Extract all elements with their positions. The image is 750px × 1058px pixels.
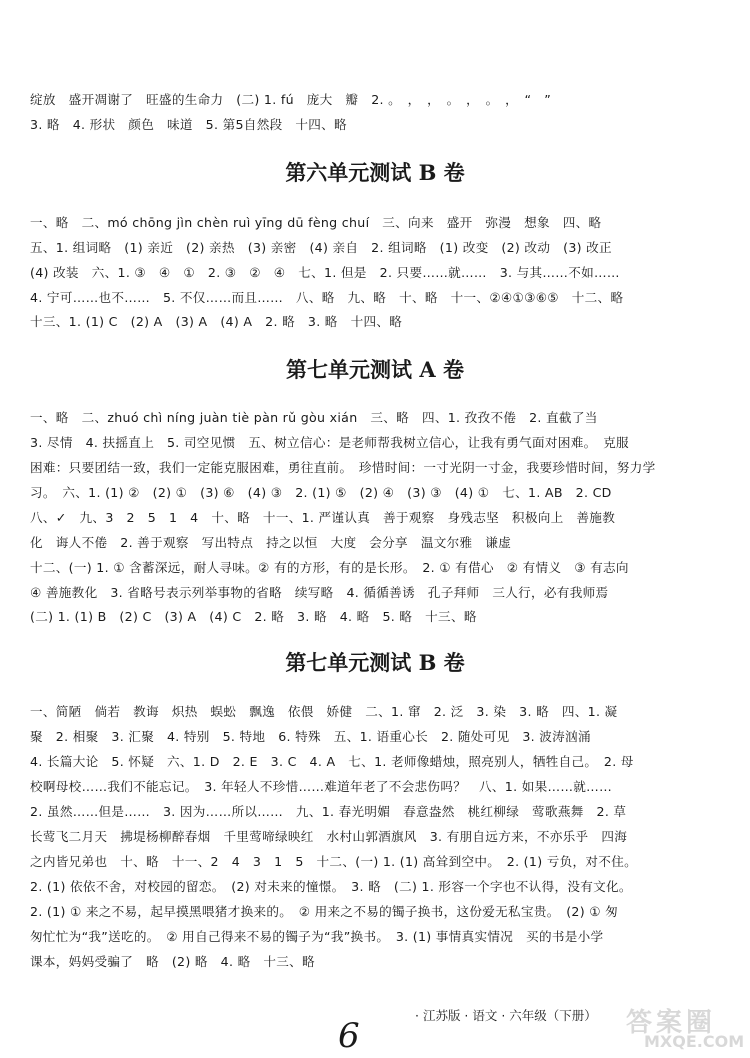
answer-line: 十三、1. (1) C (2) A (3) A (4) A 2. 略 3. 略 十四、略 — [30, 314, 403, 329]
answer-line: 绽放 盛开凋谢了 旺盛的生命力 (二) 1. fú 庞大 瓣 2. 。 ， ， 。 ， 。 ， “ ” — [30, 92, 552, 107]
answer-line: 聚 2. 相聚 3. 汇聚 4. 特别 5. 特地 6. 特殊 五、1. 语重心长 2. 随处可见 3. 波涛汹涌 — [30, 729, 591, 744]
answer-line: 校啊母校……我们不能忘记。 3. 年轻人不珍惜……难道年老了不会悲伤吗？ 八、1. 如果……就…… — [30, 779, 612, 794]
answer-line: 五、1. 组词略 (1) 亲近 (2) 亲热 (3) 亲密 (4) 亲自 2. 组词略 (1) 改变 (2) 改动 (3) 改正 — [30, 240, 612, 255]
answer-line: 一、略 二、mó chōng jìn chèn ruì yīng dū fèng chuí 三、向来 盛开 弥漫 想象 四、略 — [30, 215, 602, 230]
answer-line: 4. 宁可……也不…… 5. 不仅……而且…… 八、略 九、略 十、略 十一、②④①③⑥⑤ 十二、略 — [30, 290, 624, 305]
answer-line: 长莺飞二月天 拂堤杨柳醉春烟 千里莺啼绿映红 水村山郭酒旗风 3. 有朋自远方来，不亦乐乎 四海 — [30, 829, 628, 844]
answer-line: 2. (1) ① 来之不易，起早摸黑喂猪才换来的。 ② 用来之不易的镯子换书，这份爱无私宝贵。 (2) ① 匆 — [30, 904, 619, 919]
answer-line: ④ 善施教化 3. 省略号表示列举事物的省略 续写略 4. 循循善诱 孔子拜师 三人行，必有我师焉 — [30, 585, 609, 600]
answer-line: 八、✓ 九、3 2 5 1 4 十、略 十一、1. 严谨认真 善于观察 身残志坚 积极向上 善施教 — [30, 510, 616, 525]
watermark-logo — [622, 1002, 745, 1052]
answer-line: 匆忙忙为“我”送吃的。 ② 用自己得来不易的镯子为“我”换书。 3. (1) 事情真实情况 买的书是小学 — [30, 929, 604, 944]
section-title-7b: 第七单元测试 B 卷 — [285, 650, 465, 675]
watermark-text: 答案圈 — [626, 1008, 717, 1038]
watermark-url: MXQE.COM — [644, 1032, 745, 1051]
answer-line: 课本，妈妈受骗了 略 (2) 略 4. 略 十三、略 — [30, 954, 315, 969]
answer-line: (4) 改装 六、1. ③ ④ ① 2. ③ ② ④ 七、1. 但是 2. 只要……就…… 3. 与其……不如…… — [30, 265, 620, 280]
answer-line: (二) 1. (1) B (2) C (3) A (4) C 2. 略 3. 略 4. 略 5. 略 十三、略 — [30, 609, 477, 624]
answer-line: 化 诲人不倦 2. 善于观察 写出特点 持之以恒 大度 会分享 温文尔雅 谦虚 — [30, 535, 512, 550]
answer-line: 一、略 二、zhuó chì níng juàn tiè pàn rǔ gòu xián 三、略 四、1. 孜孜不倦 2. 直截了当 — [30, 410, 598, 425]
section-title-7a: 第七单元测试 A 卷 — [286, 357, 464, 382]
page-number: 6 — [338, 1016, 360, 1056]
answer-line: 2. (1) 依依不舍，对校园的留恋。 (2) 对未来的憧憬。 3. 略 (二) 1. 形容一个字也不认得，没有文化。 — [30, 879, 632, 894]
section-title-6b: 第六单元测试 B 卷 — [285, 160, 465, 185]
footer-book-info: · 江苏版 · 语文 · 六年级（下册） — [415, 1008, 597, 1023]
answer-line: 3. 略 4. 形状 颜色 味道 5. 第5自然段 十四、略 — [30, 117, 347, 132]
answer-line: 2. 虽然……但是…… 3. 因为……所以…… 九、1. 春光明媚 春意盎然 桃红柳绿 莺歌燕舞 2. 草 — [30, 804, 627, 819]
answer-line: 之内皆兄弟也 十、略 十一、2 4 3 1 5 十二、(一) 1. (1) 高耸到空中。 2. (1) 亏负，对不住。 — [30, 854, 637, 869]
answer-line: 困难：只要团结一致，我们一定能克服困难，勇往直前。 珍惜时间：一寸光阴一寸金，我要珍惜时间，努力学 — [30, 460, 656, 475]
answer-line: 3. 尽情 4. 扶摇直上 5. 司空见惯 五、树立信心：是老师帮我树立信心，让我有勇气面对困难。 克服 — [30, 435, 629, 450]
answer-line: 习。 六、1. (1) ② (2) ① (3) ⑥ (4) ③ 2. (1) ⑤ (2) ④ (3) ③ (4) ① 七、1. AB 2. CD — [30, 485, 612, 500]
answer-line: 一、简陋 倘若 教诲 炽热 蜈蚣 飘逸 依偎 娇健 二、1. 窜 2. 泛 3. 染 3. 略 四、1. 凝 — [30, 704, 618, 719]
answer-line: 4. 长篇大论 5. 怀疑 六、1. D 2. E 3. C 4. A 七、1. 老师像蜡烛，照亮别人，牺牲自己。 2. 母 — [30, 754, 634, 769]
answer-line: 十二、(一) 1. ① 含蓄深远，耐人寻味。② 有的方形，有的是长形。 2. ① 有借心 ② 有情义 ③ 有志向 — [30, 560, 629, 575]
